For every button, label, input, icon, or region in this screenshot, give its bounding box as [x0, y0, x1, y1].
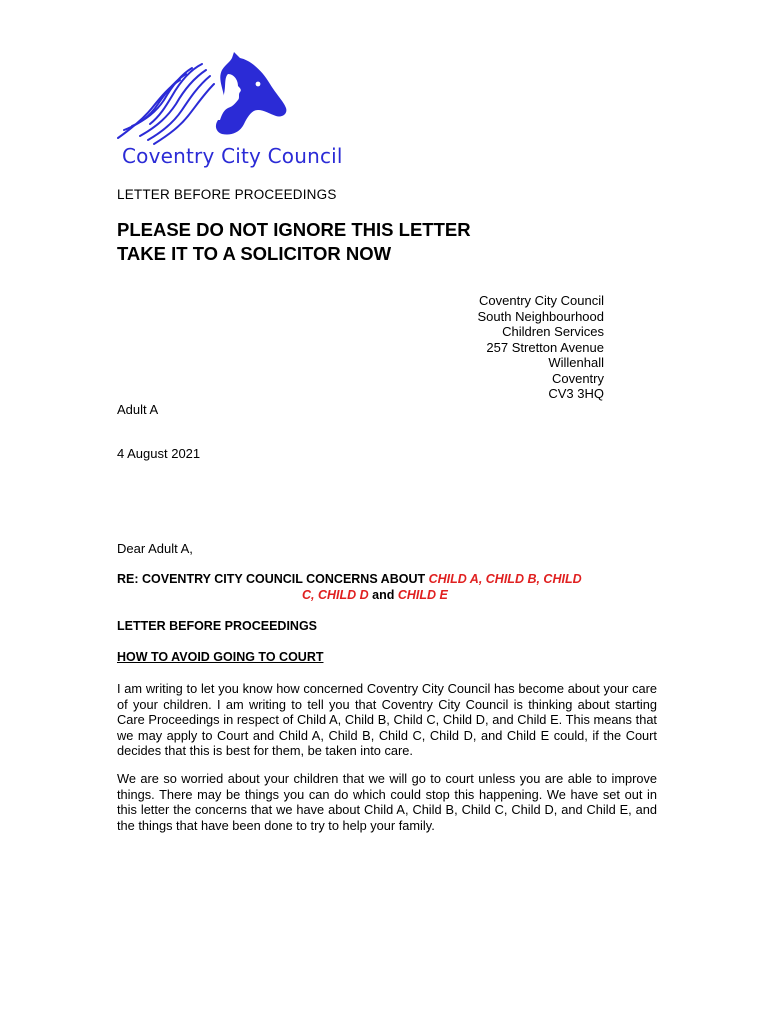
section-title: HOW TO AVOID GOING TO COURT [117, 650, 324, 664]
subheading: LETTER BEFORE PROCEEDINGS [117, 619, 318, 633]
address-line: South Neighbourhood [477, 308, 604, 324]
recipient-name: Adult A [117, 402, 159, 417]
heading-line-2: TAKE IT TO A SOLICITOR NOW [117, 243, 392, 264]
council-logo [110, 44, 343, 174]
salutation: Dear Adult A, [117, 541, 193, 556]
re-children-line-1: CHILD A, CHILD B, CHILD [428, 572, 582, 586]
horse-head-icon [110, 44, 330, 154]
warning-heading [117, 218, 471, 266]
address-line: Willenhall [548, 355, 604, 370]
letter-date: 4 August 2021 [117, 446, 201, 461]
re-children-line-2b: CHILD E [397, 588, 448, 602]
body-paragraph: We are so worried about your children that we will go to court unless you are able to improve things. There may be things you can do which could stop this happening. We have set out in this letter the concerns that we have about Child A, Child B, Child C, Child D, and Child E, and the things that have been done to try to help your family. [117, 771, 657, 833]
address-line: Children Services [502, 324, 604, 339]
sender-address [478, 293, 605, 402]
heading-line-1: PLEASE DO NOT IGNORE THIS LETTER [117, 219, 471, 240]
re-and: and [372, 588, 395, 602]
logo-wordmark: Coventry City Council [122, 144, 343, 168]
re-line-2 [117, 587, 657, 603]
address-line: Coventry [551, 370, 604, 386]
re-children-line-2a: C, CHILD D [302, 588, 369, 602]
body-paragraph: I am writing to let you know how concerned Coventry City Council has become about your care of your children. I am writing to tell you that Coventry City Council is thinking about starting Care Proceedings in respect of Child A, Child B, Child C, Child D, and Child E. This means that we may apply to Court and Child A, Child B, Child C, Child D, and Child E could, if the Court decides that this is best for them, be taken into care. [117, 681, 657, 759]
address-line: Coventry City Council [479, 293, 604, 308]
address-line: CV3 3HQ [548, 386, 604, 401]
re-prefix: RE: COVENTRY CITY COUNCIL CONCERNS ABOUT [117, 572, 426, 586]
document-type: LETTER BEFORE PROCEEDINGS [117, 187, 337, 202]
address-line: 257 Stretton Avenue [486, 339, 604, 355]
re-subject [117, 571, 657, 603]
